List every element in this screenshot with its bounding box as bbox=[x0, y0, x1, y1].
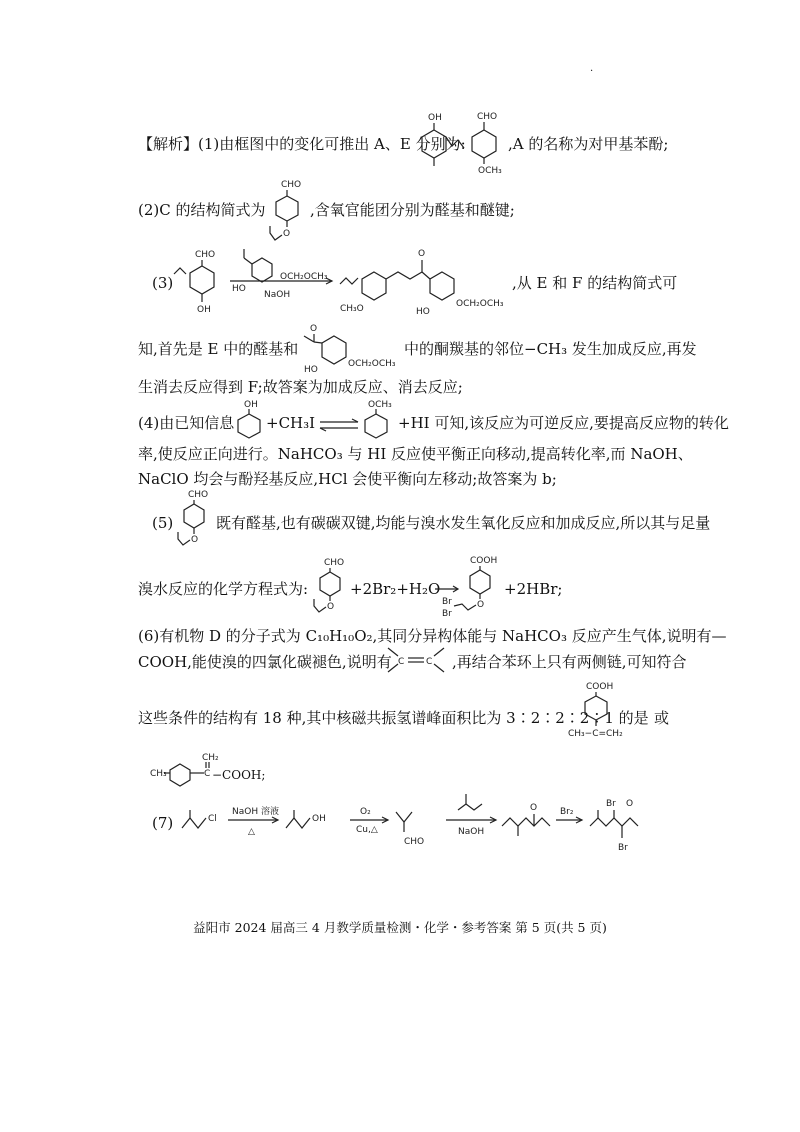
analysis-p2-suffix: ,含氧官能团分别为醛基和醚键; bbox=[310, 201, 515, 219]
analysis-p3-cont-prefix: 知,首先是 E 中的醛基和 bbox=[138, 340, 299, 358]
svg-text:CHO: CHO bbox=[404, 837, 425, 847]
svg-text:O: O bbox=[327, 602, 335, 612]
structure-acetophenone-derivative bbox=[296, 322, 406, 380]
svg-text:O: O bbox=[418, 249, 426, 259]
analysis-p4-prefix: (4)由已知信息 bbox=[138, 414, 235, 432]
svg-text:CH₃−C=CH₂: CH₃−C=CH₂ bbox=[568, 729, 623, 739]
svg-text:CH₃O: CH₃O bbox=[340, 304, 364, 314]
svg-text:NaOH: NaOH bbox=[458, 827, 485, 837]
analysis-p6-line3: 这些条件的结构有 18 种,其中核磁共振氢谱峰面积比为 3∶2∶2∶2∶1 的是 bbox=[138, 709, 649, 727]
svg-text:OH: OH bbox=[197, 305, 211, 315]
top-mark: . bbox=[590, 63, 594, 74]
svg-text:Cu,△: Cu,△ bbox=[356, 825, 378, 835]
label-cho-E: CHO bbox=[477, 112, 498, 122]
synthesis-route-7 bbox=[178, 788, 658, 860]
analysis-p6-line1: (6)有机物 D 的分子式为 C₁₀H₁₀O₂,其同分异构体能与 NaHCO₃ 反应产生气体,说明有— bbox=[138, 627, 727, 645]
svg-text:HO: HO bbox=[416, 307, 430, 317]
product-dibromide-acid bbox=[440, 554, 500, 620]
analysis-p4-mid: +CH₃I bbox=[266, 414, 316, 432]
svg-text:C: C bbox=[426, 657, 433, 667]
alkene-cc-double-bond bbox=[384, 644, 454, 676]
structure-C bbox=[265, 178, 315, 246]
svg-text:OCH₂OCH₃: OCH₂OCH₃ bbox=[348, 359, 396, 369]
reactant-aldehyde bbox=[312, 556, 352, 616]
analysis-p6-line4-end: −COOH; bbox=[212, 768, 266, 782]
svg-text:OCH₂OCH₃: OCH₂OCH₃ bbox=[280, 272, 328, 282]
svg-text:NaOH: NaOH bbox=[264, 290, 291, 300]
analysis-p4-suffix: +HI 可知,该反应为可逆反应,要提高反应物的转化 bbox=[398, 414, 729, 432]
anisole-structure bbox=[362, 398, 396, 438]
analysis-p1-suffix: ,A 的名称为对甲基苯酚; bbox=[508, 135, 669, 153]
svg-text:C: C bbox=[204, 769, 211, 779]
label-oh-A: OH bbox=[428, 113, 442, 123]
svg-text:O: O bbox=[477, 600, 485, 610]
analysis-p2-prefix: (2)C 的结构简式为 bbox=[138, 201, 266, 219]
analysis-p5-line2: 溴水反应的化学方程式为: bbox=[138, 580, 309, 598]
analysis-p3-suffix: ,从 E 和 F 的结构简式可 bbox=[512, 274, 678, 292]
analysis-p5-eq-end: +2HBr; bbox=[504, 580, 563, 598]
page-footer: 益阳市 2024 届高三 4 月教学质量检测・化学・参考答案 第 5 页(共 5 页) bbox=[193, 920, 607, 935]
analysis-p3-label: (3) bbox=[152, 274, 174, 292]
svg-text:Cl: Cl bbox=[208, 814, 217, 824]
svg-text:Br: Br bbox=[606, 799, 616, 809]
structure-C-repeat bbox=[174, 488, 216, 550]
svg-text:O: O bbox=[310, 324, 318, 334]
svg-text:OH: OH bbox=[244, 400, 258, 410]
analysis-p4-line3: NaClO 均会与酚羟基反应,HCl 会使平衡向左移动;故答案为 b; bbox=[138, 470, 557, 488]
analysis-p6-line2-prefix: COOH,能使溴的四氯化碳褪色,说明有 bbox=[138, 653, 392, 671]
analysis-p7-label: (7) bbox=[152, 814, 174, 832]
svg-text:HO: HO bbox=[232, 284, 246, 294]
svg-text:NaOH 溶液: NaOH 溶液 bbox=[232, 807, 279, 817]
analysis-p6-or: 或 bbox=[654, 709, 670, 727]
analysis-p3-cont2: 生消去反应得到 F;故答案为加成反应、消去反应; bbox=[138, 378, 463, 396]
svg-text:O: O bbox=[283, 229, 291, 239]
svg-text:CHO: CHO bbox=[281, 180, 302, 190]
analysis-p5-label: (5) bbox=[152, 514, 174, 532]
analysis-p1-prefix: 【解析】(1)由框图中的变化可推出 A、E 分别为: bbox=[138, 135, 466, 153]
analysis-p5-suffix: 既有醛基,也有碳碳双键,均能与溴水发生氧化反应和加成反应,所以其与足量 bbox=[216, 514, 711, 532]
svg-text:HO: HO bbox=[304, 365, 318, 375]
svg-text:C: C bbox=[398, 657, 405, 667]
svg-text:CH₂: CH₂ bbox=[202, 753, 219, 763]
svg-text:CHO: CHO bbox=[188, 490, 209, 500]
svg-text:CHO: CHO bbox=[324, 558, 345, 568]
svg-text:OH: OH bbox=[312, 814, 326, 824]
benzene-ring-E bbox=[472, 130, 496, 158]
svg-text:O: O bbox=[626, 799, 634, 809]
svg-text:Br: Br bbox=[442, 609, 452, 619]
svg-text:COOH: COOH bbox=[586, 682, 614, 692]
svg-text:Br₂: Br₂ bbox=[560, 807, 574, 817]
analysis-p4-line2: 率,使反应正向进行。NaHCO₃ 与 HI 反应使平衡正向移动,提高转化率,而 NaOH、 bbox=[138, 445, 693, 463]
structure-A-and-E bbox=[418, 108, 508, 176]
svg-text:CH₃: CH₃ bbox=[150, 769, 167, 779]
svg-text:O: O bbox=[530, 803, 538, 813]
svg-text:OCH₂OCH₃: OCH₂OCH₃ bbox=[456, 299, 504, 309]
equilibrium-arrow bbox=[318, 418, 360, 432]
svg-text:△: △ bbox=[248, 827, 255, 837]
benzene-ring-A bbox=[422, 130, 446, 158]
analysis-p6-line2-suffix: ,再结合苯环上只有两侧链,可知符合 bbox=[452, 653, 687, 671]
phenol-structure bbox=[236, 398, 266, 438]
label-och3-E: OCH₃ bbox=[478, 166, 502, 176]
svg-text:O: O bbox=[191, 535, 199, 545]
isomer-structure-1 bbox=[566, 680, 656, 742]
svg-text:COOH: COOH bbox=[470, 556, 498, 566]
reaction-3-scheme bbox=[172, 244, 512, 322]
svg-text:Br: Br bbox=[442, 597, 452, 607]
analysis-p5-eq-mid: +2Br₂+H₂O bbox=[350, 580, 441, 598]
svg-text:OCH₃: OCH₃ bbox=[368, 400, 392, 410]
svg-text:O₂: O₂ bbox=[360, 807, 371, 817]
svg-text:Br: Br bbox=[618, 843, 628, 853]
analysis-p3-cont-suffix: 中的酮羰基的邻位−CH₃ 发生加成反应,再发 bbox=[404, 340, 697, 358]
svg-text:CHO: CHO bbox=[195, 250, 216, 260]
